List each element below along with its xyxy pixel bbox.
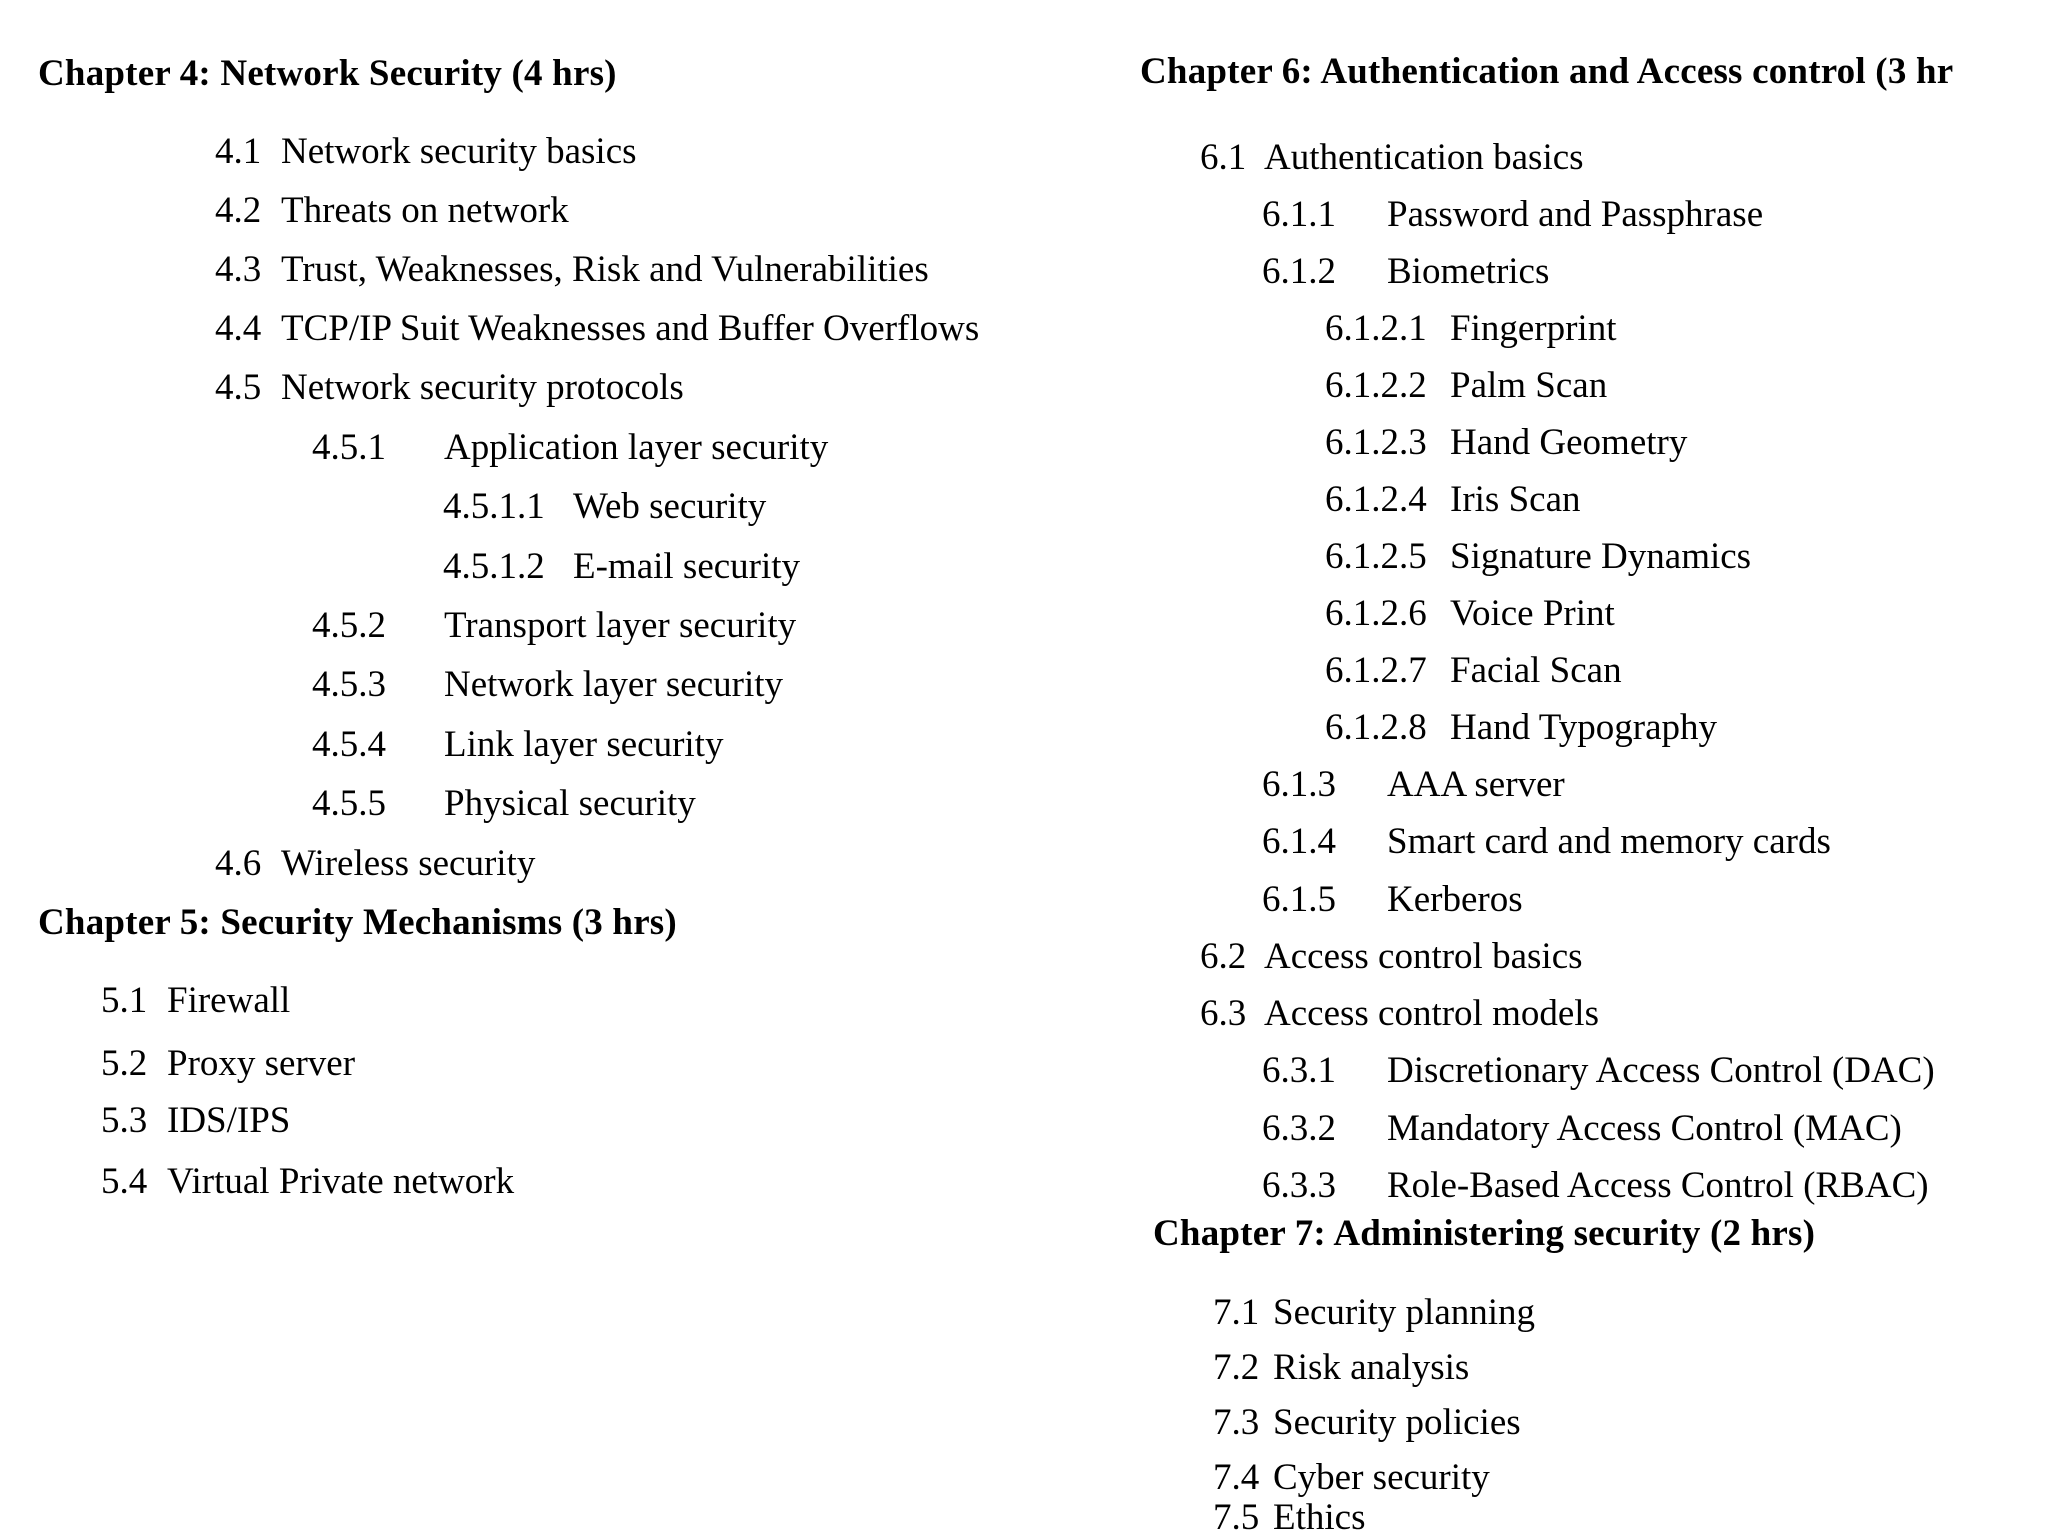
list-item: [101, 1045, 355, 1082]
list-item: [1262, 196, 1763, 233]
item-number: 6.1.2.7: [1325, 650, 1427, 691]
list-item: [1325, 310, 1616, 347]
list-item: [1213, 1294, 1535, 1331]
list-item: [1200, 995, 1599, 1032]
item-number: 5.4: [101, 1161, 148, 1202]
right-column: [1120, 0, 2048, 1536]
item-label: Risk analysis: [1273, 1347, 1470, 1388]
item-label: Smart card and memory cards: [1387, 821, 1831, 862]
item-label: Palm Scan: [1450, 365, 1608, 406]
item-label: Kerberos: [1387, 879, 1523, 920]
list-item: [1325, 367, 1607, 404]
list-item: [312, 726, 723, 763]
item-label: Authentication basics: [1264, 137, 1584, 178]
item-number: 7.4: [1213, 1457, 1260, 1498]
item-number: 6.1.2.8: [1325, 707, 1427, 748]
chapter-7-heading: Chapter 7: Administering security (2 hrs): [1153, 1213, 1816, 1254]
list-item: [1213, 1404, 1521, 1441]
item-label: Physical security: [444, 783, 696, 824]
list-item: [1325, 652, 1622, 689]
item-label: Security planning: [1273, 1292, 1536, 1333]
item-number: 6.1.1: [1262, 194, 1336, 235]
item-label: E-mail security: [573, 546, 801, 587]
item-label: Fingerprint: [1450, 308, 1617, 349]
item-number: 4.5.5: [312, 783, 386, 824]
item-label: Cyber security: [1273, 1457, 1490, 1498]
item-number: 6.1.2: [1262, 251, 1336, 292]
item-label: Hand Geometry: [1450, 422, 1688, 463]
list-item: [101, 1102, 290, 1139]
item-number: 6.1.5: [1262, 879, 1336, 920]
item-number: 6.1.2.6: [1325, 593, 1427, 634]
item-label: Network security protocols: [281, 367, 684, 408]
item-label: Application layer security: [444, 427, 829, 468]
list-item: [1213, 1459, 1490, 1496]
item-number: 7.5: [1213, 1497, 1260, 1538]
list-item: [215, 369, 684, 406]
item-label: IDS/IPS: [167, 1100, 291, 1141]
item-label: Proxy server: [167, 1043, 356, 1084]
item-number: 4.5: [215, 367, 262, 408]
list-item: [1325, 709, 1717, 746]
list-item: [101, 1163, 514, 1200]
list-item: [1325, 424, 1687, 461]
item-number: 4.5.1: [312, 427, 386, 468]
item-number: 6.3.1: [1262, 1050, 1336, 1091]
chapter-6-heading: Chapter 6: Authentication and Access control (3 hr: [1140, 51, 1954, 92]
item-number: 4.5.1.1: [443, 486, 545, 527]
item-number: 4.3: [215, 249, 262, 290]
item-label: Biometrics: [1387, 251, 1550, 292]
list-item: [1325, 538, 1751, 575]
list-item: [215, 251, 929, 288]
list-item: [312, 607, 796, 644]
chapter-4-heading: Chapter 4: Network Security (4 hrs): [38, 53, 617, 94]
item-number: 6.1.3: [1262, 764, 1336, 805]
item-number: 6.3: [1200, 993, 1247, 1034]
list-item: [1213, 1499, 1365, 1536]
item-number: 4.6: [215, 843, 262, 884]
list-item: [312, 666, 783, 703]
item-number: 7.3: [1213, 1402, 1260, 1443]
list-item: [1262, 1110, 1902, 1147]
item-number: 6.1.2.1: [1325, 308, 1427, 349]
item-label: Transport layer security: [444, 605, 797, 646]
item-number: 4.1: [215, 131, 262, 172]
item-label: Firewall: [167, 980, 291, 1021]
item-label: AAA server: [1387, 764, 1565, 805]
list-item: [1200, 139, 1584, 176]
item-label: Security policies: [1273, 1402, 1521, 1443]
item-number: 6.1: [1200, 137, 1247, 178]
item-number: 6.1.2.5: [1325, 536, 1427, 577]
item-number: 4.5.4: [312, 724, 386, 765]
item-number: 6.3.3: [1262, 1165, 1336, 1206]
item-label: Access control models: [1264, 993, 1599, 1034]
item-number: 4.5.2: [312, 605, 386, 646]
list-item: [1262, 823, 1831, 860]
list-item: [215, 133, 637, 170]
list-item: [1325, 595, 1615, 632]
item-number: 5.1: [101, 980, 148, 1021]
item-label: Wireless security: [281, 843, 536, 884]
item-label: TCP/IP Suit Weaknesses and Buffer Overflows: [281, 308, 980, 349]
list-item: [1325, 481, 1581, 518]
item-label: Access control basics: [1264, 936, 1583, 977]
item-number: 7.1: [1213, 1292, 1260, 1333]
item-label: Voice Print: [1450, 593, 1615, 634]
item-label: Network layer security: [444, 664, 784, 705]
list-item: [1262, 253, 1549, 290]
item-label: Hand Typography: [1450, 707, 1717, 748]
item-label: Signature Dynamics: [1450, 536, 1752, 577]
item-label: Web security: [573, 486, 767, 527]
list-item: [312, 785, 696, 822]
list-item: [443, 488, 766, 525]
item-label: Virtual Private network: [167, 1161, 515, 1202]
item-label: Link layer security: [444, 724, 724, 765]
item-number: 6.1.2.3: [1325, 422, 1427, 463]
list-item: [215, 310, 979, 347]
chapter-5-heading: Chapter 5: Security Mechanisms (3 hrs): [38, 902, 677, 943]
item-label: Network security basics: [281, 131, 637, 172]
item-label: Role-Based Access Control (RBAC): [1387, 1165, 1929, 1206]
list-item: [1213, 1349, 1469, 1386]
item-label: Mandatory Access Control (MAC): [1387, 1108, 1902, 1149]
list-item: [312, 429, 828, 466]
item-number: 6.3.2: [1262, 1108, 1336, 1149]
list-item: [1262, 766, 1565, 803]
item-number: 6.1.4: [1262, 821, 1336, 862]
list-item: [1262, 881, 1523, 918]
item-number: 6.1.2.4: [1325, 479, 1427, 520]
item-number: 4.4: [215, 308, 262, 349]
item-label: Password and Passphrase: [1387, 194, 1764, 235]
item-label: Ethics: [1273, 1497, 1366, 1538]
item-number: 4.5.1.2: [443, 546, 545, 587]
list-item: [1262, 1167, 1929, 1204]
item-number: 5.3: [101, 1100, 148, 1141]
item-number: 4.2: [215, 190, 262, 231]
item-label: Iris Scan: [1450, 479, 1581, 520]
list-item: [1262, 1052, 1935, 1089]
list-item: [101, 982, 290, 1019]
item-number: 5.2: [101, 1043, 148, 1084]
item-label: Threats on network: [281, 190, 569, 231]
list-item: [215, 192, 569, 229]
item-number: 4.5.3: [312, 664, 386, 705]
item-label: Trust, Weaknesses, Risk and Vulnerabilities: [281, 249, 929, 290]
item-number: 7.2: [1213, 1347, 1260, 1388]
list-item: [1200, 938, 1583, 975]
item-label: Facial Scan: [1450, 650, 1622, 691]
list-item: [443, 548, 800, 585]
item-number: 6.1.2.2: [1325, 365, 1427, 406]
list-item: [215, 845, 535, 882]
item-label: Discretionary Access Control (DAC): [1387, 1050, 1935, 1091]
item-number: 6.2: [1200, 936, 1247, 977]
